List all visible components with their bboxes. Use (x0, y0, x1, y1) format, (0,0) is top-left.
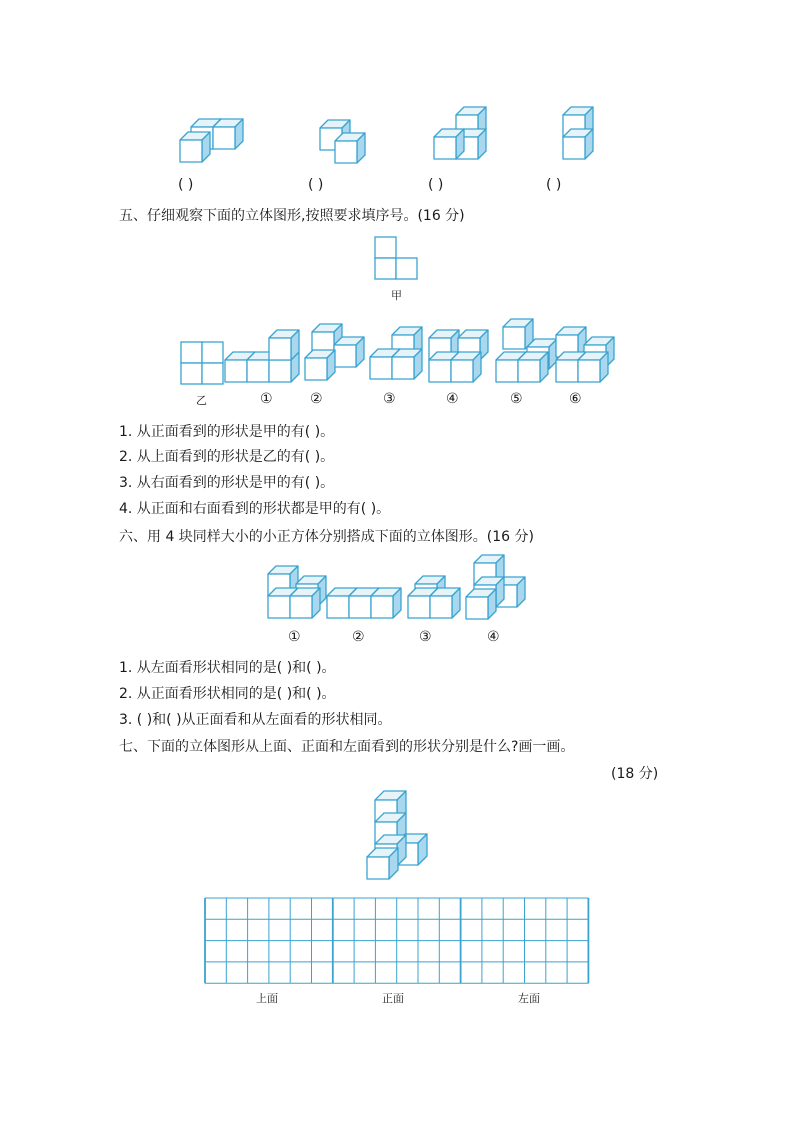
q5-figure-label-3: ③ (383, 391, 396, 407)
q6-figure-label-3: ③ (419, 629, 432, 645)
q5-item-3: 3. 从右面看到的形状是甲的有( )。 (119, 475, 335, 491)
q4-answer-blank-4[interactable]: ( ) (546, 177, 562, 193)
q4-answer-blank-2[interactable]: ( ) (308, 177, 324, 193)
q5-label-jia: 甲 (391, 289, 402, 302)
q6-figure-label-4: ④ (487, 629, 500, 645)
q5-figure-label-2: ② (310, 391, 323, 407)
q6-item-2: 2. 从正面看形状相同的是( )和( )。 (119, 686, 336, 702)
q6-heading: 六、用 4 块同样大小的小正方体分别搭成下面的立体图形。(16 分) (119, 529, 534, 545)
q4-answer-blank-1[interactable]: ( ) (178, 177, 194, 193)
q5-label-yi: 乙 (196, 394, 207, 407)
q6-figure-label-2: ② (352, 629, 365, 645)
q7-grid-label-left: 左面 (518, 992, 540, 1005)
q5-figure-label-5: ⑤ (510, 391, 523, 407)
q5-item-2: 2. 从上面看到的形状是乙的有( )。 (119, 449, 335, 465)
q4-answer-blank-3[interactable]: ( ) (428, 177, 444, 193)
q5-item-4: 4. 从正面和右面看到的形状都是甲的有( )。 (119, 501, 391, 517)
q7-grid-label-front: 正面 (382, 992, 404, 1005)
q6-item-1: 1. 从左面看形状相同的是( )和( )。 (119, 660, 336, 676)
q7-heading: 七、下面的立体图形从上面、正面和左面看到的形状分别是什么?画一画。 (119, 739, 575, 755)
q5-figure-label-6: ⑥ (569, 391, 582, 407)
q7-grid-label-top: 上面 (256, 992, 278, 1005)
cube-front-face (367, 857, 389, 879)
q5-figure-label-1: ① (260, 391, 273, 407)
q5-item-1: 1. 从正面看到的形状是甲的有( )。 (119, 424, 335, 440)
q5-figure-label-4: ④ (446, 391, 459, 407)
q5-heading: 五、仔细观察下面的立体图形,按照要求填序号。(16 分) (119, 208, 465, 224)
q7-score: (18 分) (611, 766, 659, 782)
q6-figure-label-1: ① (288, 629, 301, 645)
q6-item-3: 3. ( )和( )从正面看和从左面看的形状相同。 (119, 712, 392, 728)
